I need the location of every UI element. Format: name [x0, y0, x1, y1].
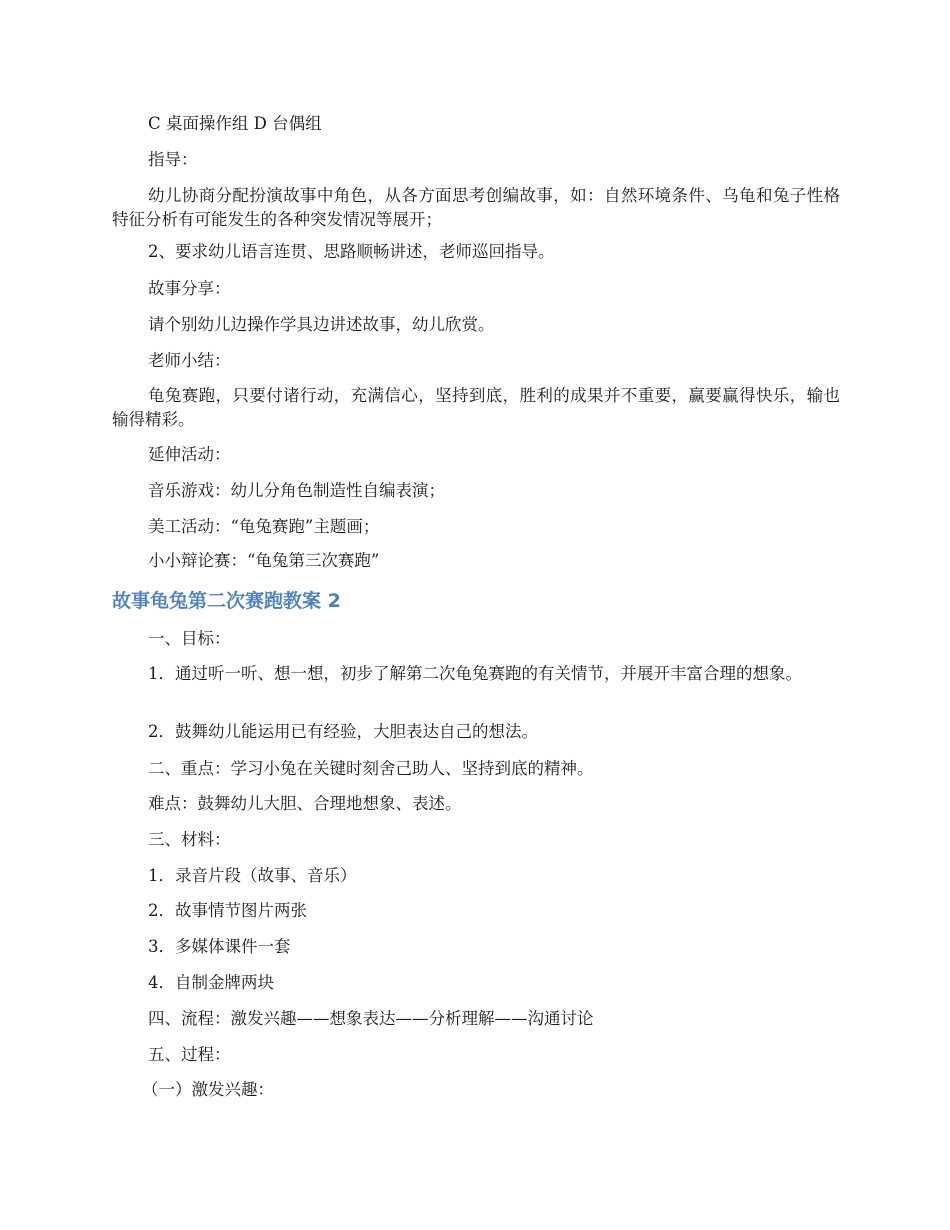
materials-label: 三、材料： [148, 830, 231, 849]
extension-item-3: 小小辩论赛：“龟兔第三次赛跑” [148, 551, 380, 570]
goal-paragraph-1: 1．通过听一听、想一想，初步了解第二次龟兔赛跑的有关情节，并展开丰富合理的想象。 [148, 664, 802, 683]
guidance-label: 指导： [148, 150, 198, 169]
extension-item-2: 美工活动：“龟兔赛跑”主题画； [148, 517, 380, 536]
process-item-1: （一）激发兴趣： [142, 1080, 274, 1099]
material-item-4: 4．自制金牌两块 [148, 973, 274, 992]
flow-line: 四、流程：激发兴趣——想象表达——分析理解——沟通讨论 [148, 1009, 594, 1028]
material-item-1: 1．录音片段（故事、音乐） [148, 866, 357, 885]
section-heading: 故事龟兔第二次赛跑教案 2 [112, 590, 341, 612]
share-text: 请个别幼儿边操作学具边讲述故事，幼儿欣赏。 [148, 315, 495, 334]
extension-label: 延伸活动： [148, 445, 231, 464]
share-label: 故事分享： [148, 279, 231, 298]
material-item-3: 3．多媒体课件一套 [148, 937, 291, 956]
goal-label: 一、目标： [148, 629, 231, 648]
material-item-2: 2．故事情节图片两张 [148, 901, 307, 920]
difficulty-line: 难点：鼓舞幼儿大胆、合理地想象、表述。 [148, 794, 462, 813]
guidance-paragraph-2: 2、要求幼儿语言连贯、思路顺畅讲述，老师巡回指导。 [148, 242, 555, 261]
summary-paragraph: 龟兔赛跑，只要付诸行动，充满信心，坚持到底，胜利的成果并不重要，赢要赢得快乐，输也输得精彩。 [112, 386, 840, 429]
extension-item-1: 音乐游戏：幼儿分角色制造性自编表演； [148, 481, 445, 500]
summary-label: 老师小结： [148, 351, 231, 370]
process-label: 五、过程： [148, 1045, 231, 1064]
guidance-paragraph-1: 幼儿协商分配扮演故事中角色，从各方面思考创编故事，如：自然环境条件、乌龟和兔子性格特征分析有可能发生的各种突发情况等展开； [112, 186, 840, 229]
groups-cd-line: C 桌面操作组 D 台偶组 [148, 114, 322, 133]
key-point-line: 二、重点：学习小兔在关键时刻舍己助人、坚持到底的精神。 [148, 759, 594, 778]
goal-paragraph-2: 2．鼓舞幼儿能运用已有经验，大胆表达自己的想法。 [148, 722, 538, 741]
